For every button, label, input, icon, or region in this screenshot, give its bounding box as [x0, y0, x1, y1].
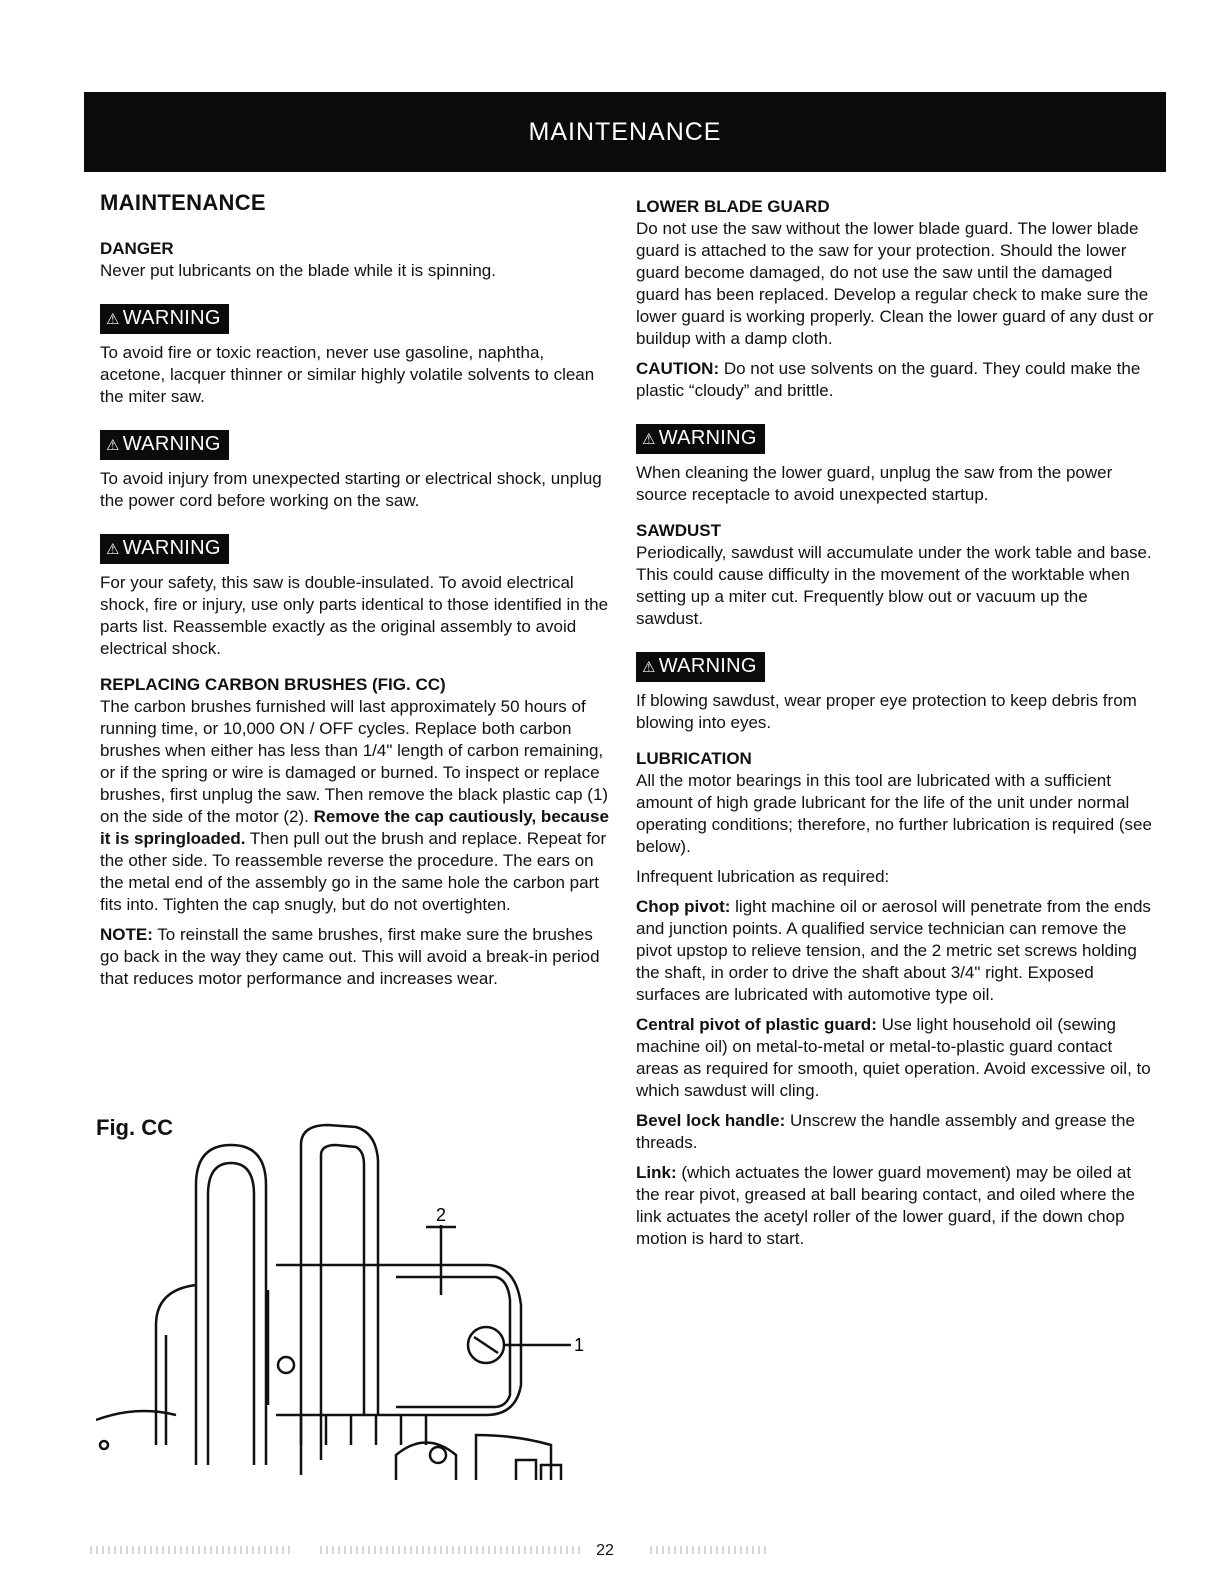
saw-motor-illustration: [96, 1115, 596, 1485]
sawdust-title: SAWDUST: [636, 521, 721, 540]
warning-text-5: If blowing sawdust, wear proper eye protection to keep debris from blowing into eyes.: [636, 691, 1137, 732]
section-banner: [84, 92, 1166, 172]
figure-cc: [96, 1115, 596, 1485]
danger-title: DANGER: [100, 239, 174, 258]
brushes-text: The carbon brushes furnished will last approximately 50 hours of running time, or 10,000 ON / OFF cycles. Replace both carbon brushes when either has less than 1/4" length of carbon remaining, or if the spring or wire is damaged or burned. To inspect or replace brushes, first unplug the saw. Then remove the black plastic cap (1) on the side of the motor (2). Remove the cap cautiously, because it is springloaded. Then pull out the brush and replace. Repeat for the other side. To reassemble reverse the procedure. The ears on the metal end of the assembly go in the same hole the carbon part fits into. Tighten the cap snugly, but do not overtighten.: [100, 697, 609, 914]
note-text: NOTE: To reinstall the same brushes, first make sure the brushes go back in the way they came out. This will avoid a break-in period that reduces motor performance and increases wear.: [100, 925, 600, 988]
figure-label: Fig. CC: [96, 1115, 173, 1140]
chop-pivot-text: Chop pivot: light machine oil or aerosol will penetrate from the ends and junction points. A qualified service technician can remove the pivot upstop to relieve tension, and the 2 metric set screws holding the shaft, in order to drive the shaft about 3/4" right. Exposed surfaces are lubricated with automotive type oil.: [636, 897, 1151, 1004]
callout-1: 1: [574, 1335, 585, 1355]
guard-text: Do not use the saw without the lower blade guard. The lower blade guard is attached to the saw for your protection. Should the lower guard become damaged, do not use the saw until the damaged guard has been replaced. Develop a regular check to make sure the lower guard is working properly. Clean the lower guard of any dust or buildup with a damp cloth.: [636, 219, 1154, 348]
danger-text: Never put lubricants on the blade while it is spinning.: [100, 261, 496, 280]
lubrication-text: All the motor bearings in this tool are lubricated with a sufficient amount of high grade lubricant for the life of the unit under normal operating conditions; therefore, no further lubrication is required (see below).: [636, 771, 1152, 856]
section-title: MAINTENANCE: [528, 117, 722, 146]
warning-triangle-icon: ⚠: [106, 311, 120, 328]
warning-badge: ⚠ WARNING: [100, 534, 229, 564]
guard-title: LOWER BLADE GUARD: [636, 197, 830, 216]
warning-text-3: For your safety, this saw is double-insulated. To avoid electrical shock, fire or injury, use only parts identical to those identified in the parts list. Reassemble exactly as the original assembly to avoid electrical shock.: [100, 573, 609, 658]
warning-badge: ⚠ WARNING: [100, 304, 229, 334]
central-pivot-text: Central pivot of plastic guard: Use light household oil (sewing machine oil) on metal-to-metal or metal-to-plastic guard contact areas as required for smooth, quiet operation. Avoid excessive oil, to which sawdust will cling.: [636, 1015, 1151, 1100]
lubrication-infrequent: Infrequent lubrication as required:: [636, 867, 890, 886]
warning-text-4: When cleaning the lower guard, unplug the saw from the power source receptacle to avoid unexpected startup.: [636, 463, 1113, 504]
maintenance-heading: MAINTENANCE: [100, 190, 266, 215]
warning-badge: ⚠ WARNING: [100, 430, 229, 460]
warning-triangle-icon: ⚠: [642, 659, 656, 676]
bevel-lock-text: Bevel lock handle: Unscrew the handle assembly and grease the threads.: [636, 1111, 1135, 1152]
caution-text: CAUTION: Do not use solvents on the guard. They could make the plastic “cloudy” and brittle.: [636, 359, 1141, 400]
sawdust-text: Periodically, sawdust will accumulate under the work table and base. This could cause difficulty in the movement of the worktable when setting up a miter cut. Frequently blow out or vacuum up the sawdust.: [636, 543, 1152, 628]
warning-badge: ⚠ WARNING: [636, 424, 765, 454]
warning-text-1: To avoid fire or toxic reaction, never use gasoline, naphtha, acetone, lacquer thinner or similar highly volatile solvents to clean the miter saw.: [100, 343, 595, 406]
left-column: [100, 190, 610, 990]
warning-badge: ⚠ WARNING: [636, 652, 765, 682]
brushes-title: REPLACING CARBON BRUSHES (FIG. CC): [100, 675, 446, 694]
warning-text-2: To avoid injury from unexpected starting or electrical shock, unplug the power cord before working on the saw.: [100, 469, 602, 510]
callout-2: 2: [436, 1205, 447, 1225]
warning-triangle-icon: ⚠: [642, 431, 656, 448]
warning-triangle-icon: ⚠: [106, 437, 120, 454]
link-text: Link: (which actuates the lower guard movement) may be oiled at the rear pivot, greased at ball bearing contact, and oiled where the link actuates the acetyl roller of the lower guard, if the down chop motion is hard to start.: [636, 1163, 1135, 1248]
warning-triangle-icon: ⚠: [106, 541, 120, 558]
right-column: [636, 196, 1156, 1250]
lubrication-title: LUBRICATION: [636, 749, 752, 768]
page-number: 22: [596, 1542, 614, 1559]
